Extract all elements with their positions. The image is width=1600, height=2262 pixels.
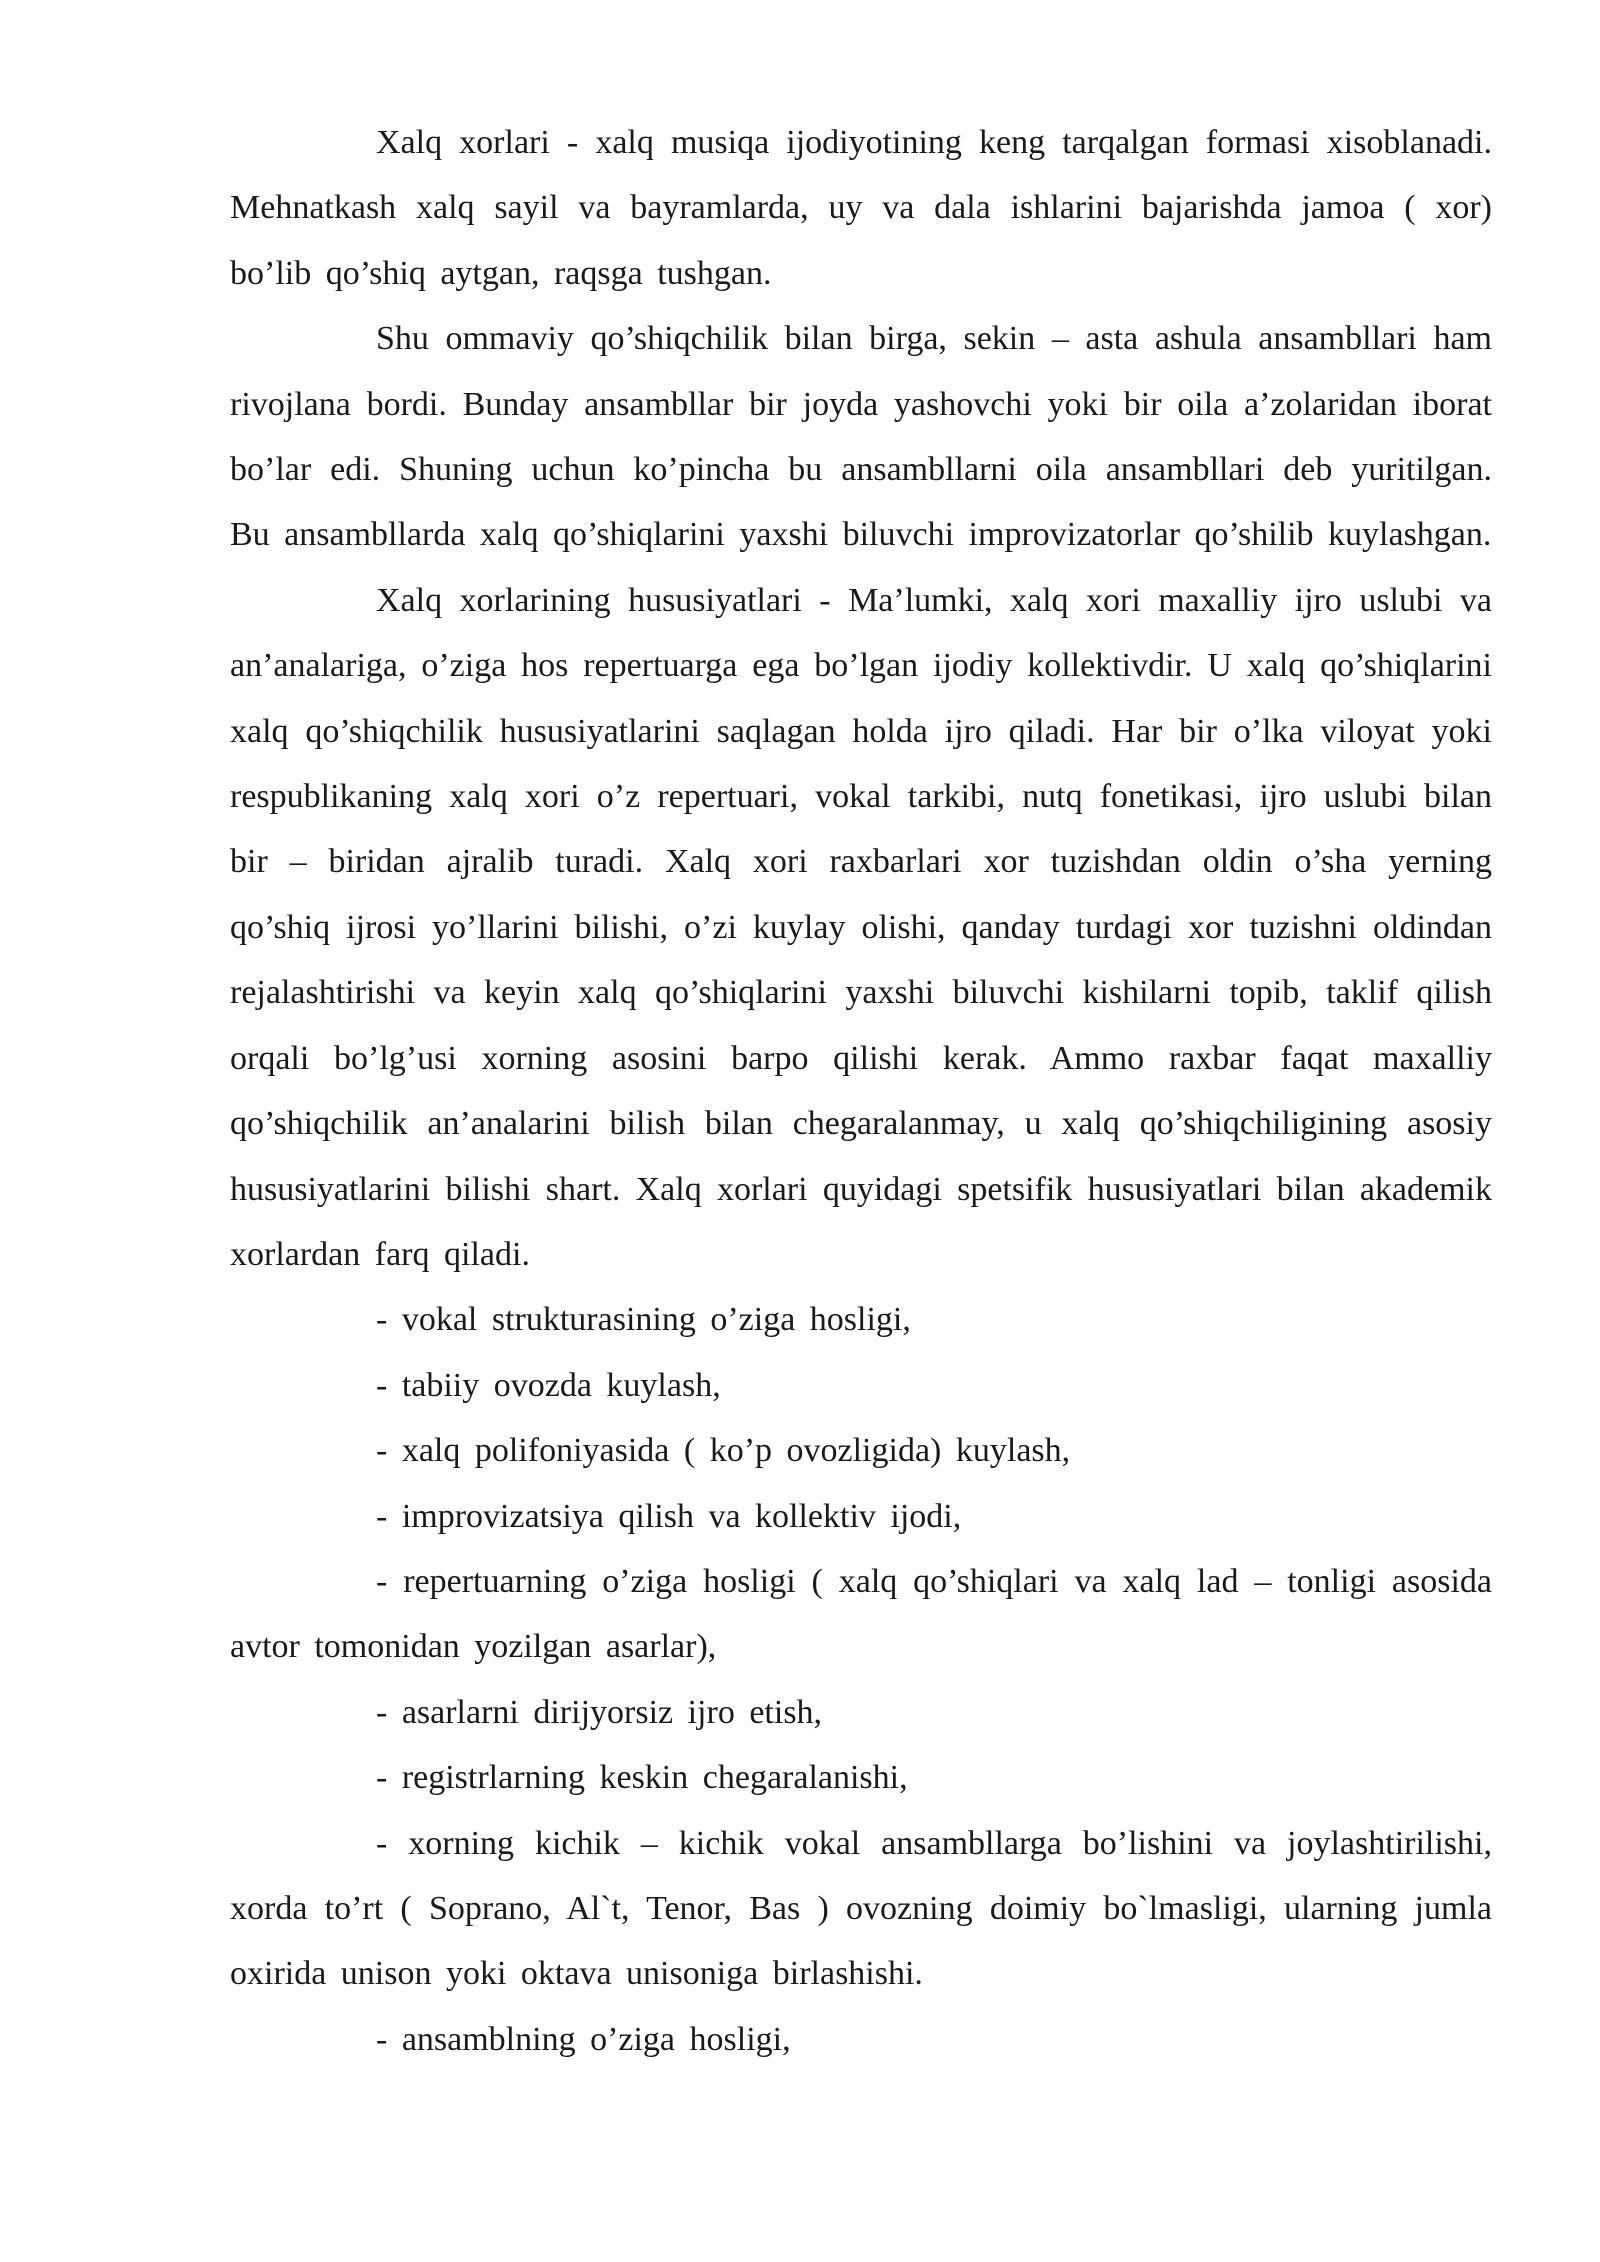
paragraph-folk-choirs-intro: Xalq xorlari - xalq musiqa ijodiyotining keng tarqalgan formasi xisoblanadi. Mehnatkash xalq sayil va bayramlarda, uy va dala ishlarini bajarishda jamoa ( xor) bo’lib qo’shiq aytgan, raqsga tushgan. [230, 124, 1492, 292]
list-item: - xalq polifoniyasida ( ko’p ovozligida) kuylash, [376, 1432, 1071, 1470]
list-item: - registrlarning keskin chegaralanishi, [376, 1759, 908, 1797]
paragraph-ensembles: Shu ommaviy qo’shiqchilik bilan birga, sekin – asta ashula ansambllari ham rivojlana bordi. Bunday ansambllar bir joyda yashovchi yoki bir oila a’zolaridan iborat bo’lar edi. Shuning uchun ko’pincha bu ansambllarni oila ansambllari deb yuritilgan. Bu ansambllarda xalq qo’shiqlarini yaxshi biluvchi improvizatorlar qo’shilib kuylashgan. [230, 320, 1492, 554]
list-item: - tabiiy ovozda kuylash, [376, 1366, 721, 1404]
list-item: - vokal strukturasining o’ziga hosligi, [376, 1301, 911, 1339]
list-item: - asarlarni dirijyorsiz ijro etish, [376, 1693, 823, 1731]
list-item: - xorning kichik – kichik vokal ansambllarga bo’lishini va joylashtirilishi, xorda to’rt ( Soprano, Al`t, Tenor, Bas ) ovozning doimiy bo`lmasligi, ularning jumla oxirida unison yoki oktava unisoniga birlashishi. [230, 1824, 1492, 1993]
list-item: - improvizatsiya qilish va kollektiv ijodi, [376, 1497, 962, 1535]
list-item: - ansamblning o’ziga hosligi, [376, 2020, 791, 2058]
paragraph-choir-features: Xalq xorlarining hususiyatlari - Ma’lumki, xalq xori maxalliy ijro uslubi va an’analariga, o’ziga hos repertuarga ega bo’lgan ijodiy kollektivdir. U xalq qo’shiqlarini xalq qo’shiqchilik hususiyatlarini saqlagan holda ijro qiladi. Har bir o’lka viloyat yoki respublikaning xalq xori o’z repertuari, vokal tarkibi, nutq fonetikasi, ijro uslubi bilan bir – biridan ajralib turadi. Xalq xori raxbarlari xor tuzishdan oldin o’sha yerning qo’shiq ijrosi yo’llarini bilishi, o’zi kuylay olishi, qanday turdagi xor tuzishni oldindan rejalashtirishi va keyin xalq qo’shiqlarini yaxshi biluvchi kishilarni topib, taklif qilish orqali bo’lg’usi xorning asosini barpo qilishi kerak. Ammo raxbar faqat maxalliy qo’shiqchilik an’analarini bilish bilan chegaralanmay, u xalq qo’shiqchiligining asosiy hususiyatlarini bilishi shart. Xalq xorlari quyidagi spetsifik hususiyatlari bilan akademik xorlardan farq qiladi. [230, 581, 1492, 1273]
document-body [230, 110, 1492, 2072]
list-item: - repertuarning o’ziga hosligi ( xalq qo’shiqlari va xalq lad – tonligi asosida avtor tomonidan yozilgan asarlar), [230, 1562, 1492, 1666]
